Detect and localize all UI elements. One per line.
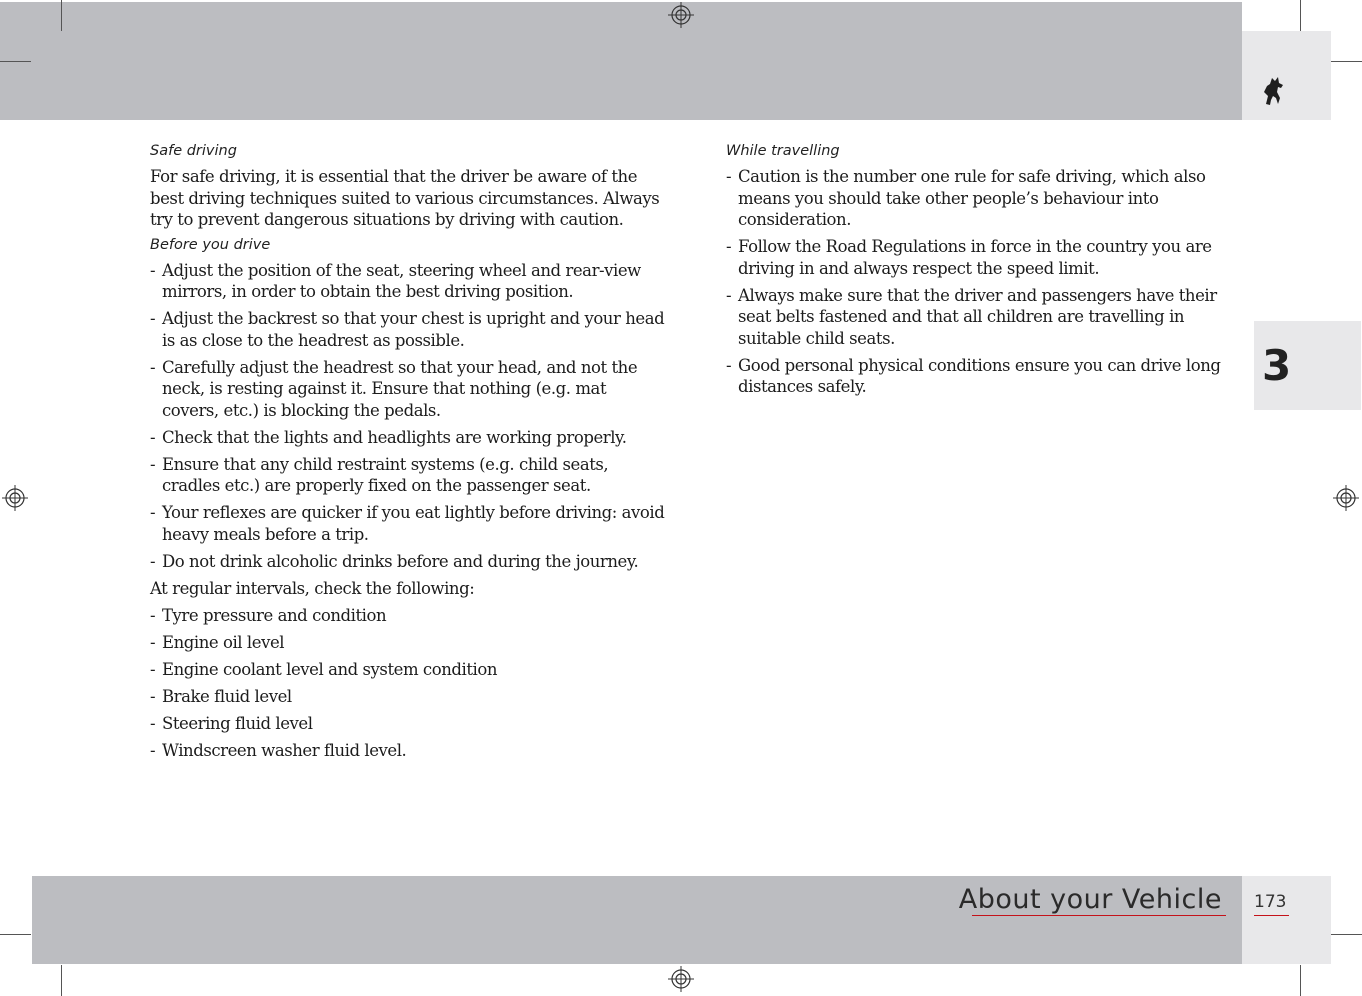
list-item: - Caution is the number one rule for safe driving, which also means you should take other people’s behaviour into consideration. — [726, 167, 1206, 229]
regular-checks-intro: At regular intervals, check the following: — [150, 578, 475, 598]
crop-mark — [61, 0, 62, 31]
crop-mark — [1331, 934, 1362, 935]
footer-title-underline — [972, 915, 1226, 916]
before-you-drive-heading: Before you drive — [150, 236, 271, 253]
crop-mark — [0, 61, 31, 62]
page-number: 173 — [1254, 892, 1287, 912]
safe-driving-heading: Safe driving — [150, 143, 237, 159]
right-column — [726, 142, 1246, 403]
left-column — [150, 142, 665, 767]
page-number-underline — [1254, 915, 1289, 916]
list-item: - Adjust the position of the seat, steering wheel and rear-view mirrors, in order to obtain the best driving position. — [150, 260, 641, 301]
crop-mark — [61, 965, 62, 996]
list-item: - Do not drink alcoholic drinks before and during the journey. — [150, 551, 639, 571]
list-item: - Good personal physical conditions ensure you can drive long distances safely. — [726, 355, 1221, 396]
crop-mark — [0, 934, 31, 935]
list-item: - Engine coolant level and system condition — [150, 659, 497, 679]
safe-driving-paragraph: For safe driving, it is essential that the driver be aware of the best driving techniques suited to various circumstances. Always try to prevent dangerous situations by driving with caution. — [150, 167, 660, 229]
regular-checks-list — [150, 605, 665, 762]
registration-mark-icon — [1333, 485, 1359, 511]
registration-mark-icon — [668, 966, 694, 992]
list-item: - Always make sure that the driver and passengers have their seat belts fastened and that all children are travelling in suitable child seats. — [726, 285, 1217, 348]
footer-page-tab — [1242, 876, 1331, 964]
list-item: - Follow the Road Regulations in force in the country you are driving in and always respect the speed limit. — [726, 237, 1212, 278]
chapter-number-tab: 3 — [1254, 321, 1361, 410]
crop-mark — [1331, 61, 1362, 62]
list-item: - Tyre pressure and condition — [150, 605, 387, 625]
list-item: - Ensure that any child restraint systems (e.g. child seats, cradles etc.) are properly fixed on the passenger seat. — [150, 454, 609, 495]
list-item: - Windscreen washer fluid level. — [150, 740, 407, 760]
footer-section-title: About your Vehicle — [958, 884, 1222, 915]
list-item: - Adjust the backrest so that your chest is upright and your head is as close to the headrest as possible. — [150, 309, 665, 350]
list-item: - Check that the lights and headlights are working properly. — [150, 427, 627, 447]
while-travelling-heading: While travelling — [726, 143, 840, 159]
list-item: - Your reflexes are quicker if you eat lightly before driving: avoid heavy meals before a trip. — [150, 503, 665, 544]
while-travelling-list — [726, 166, 1246, 398]
list-item: - Engine oil level — [150, 632, 285, 652]
crop-mark — [1300, 965, 1301, 996]
registration-mark-icon — [668, 2, 694, 28]
header-band — [0, 2, 1242, 120]
crop-mark — [1300, 0, 1301, 31]
list-item: - Brake fluid level — [150, 686, 292, 706]
before-you-drive-list — [150, 260, 665, 573]
prancing-horse-logo-icon — [1258, 74, 1288, 108]
list-item: - Carefully adjust the headrest so that your head, and not the neck, is resting against it. Ensure that nothing (e.g. mat covers, etc.) is blocking the pedals. — [150, 357, 638, 420]
list-item: - Steering fluid level — [150, 713, 313, 733]
registration-mark-icon — [2, 485, 28, 511]
